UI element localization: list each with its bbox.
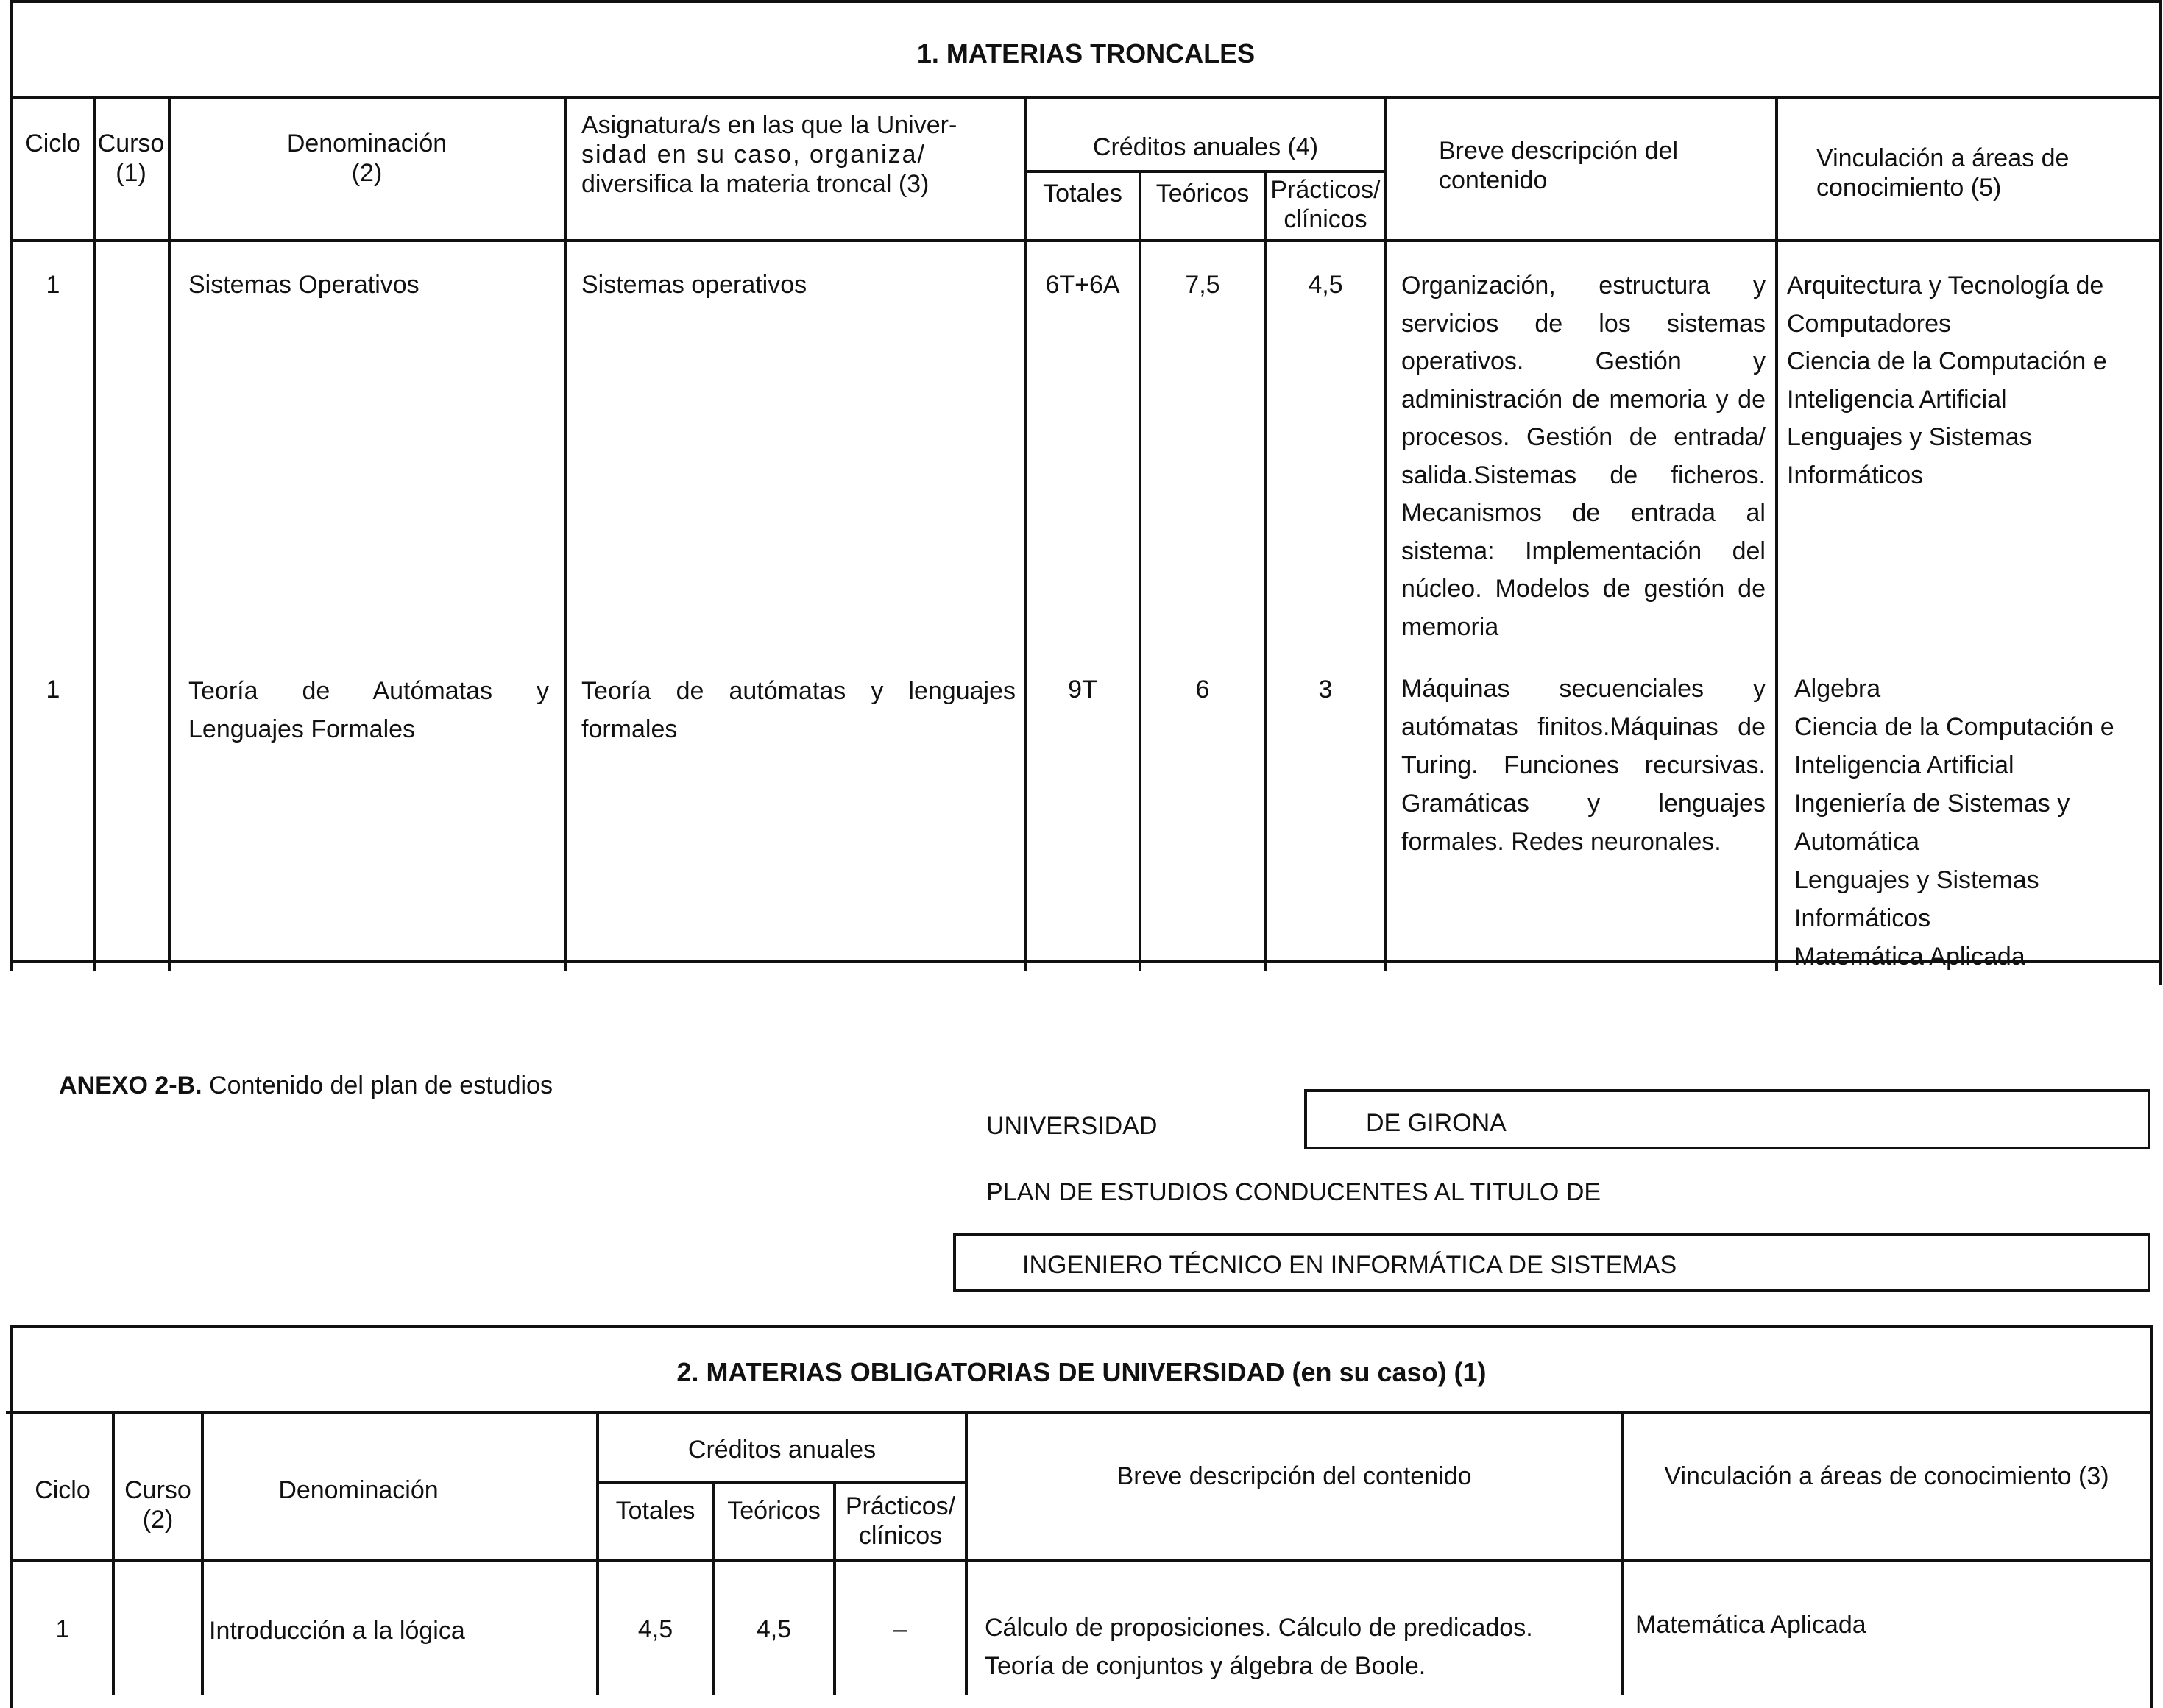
cell-asignatura: Teoría de autómatas y lenguajes formales xyxy=(581,677,1016,743)
cell-practicos: 4,5 xyxy=(1308,271,1343,299)
cell-practicos: 3 xyxy=(1318,676,1333,704)
cell-totales: 6T+6A xyxy=(1045,271,1120,299)
universidad-label: UNIVERSIDAD xyxy=(986,1112,1158,1140)
cell-areas: Arquitectura y Tecnología de Computadores Ciencia de la Computación e Inteligencia Artificial Lenguajes y Sistemas Informáticos xyxy=(1787,272,2107,489)
cell-denominacion: Teoría de Autómatas y Lenguajes Formales xyxy=(188,677,549,743)
cell-descripcion: Cálculo de proposiciones. Cálculo de predicados. Teoría de conjuntos y álgebra de Boole. xyxy=(985,1614,1533,1680)
cell-ciclo: 1 xyxy=(46,676,60,704)
header-creditos: Créditos anuales (4) xyxy=(1092,133,1319,161)
cell-practicos: – xyxy=(893,1615,907,1643)
header-teoricos: Teóricos xyxy=(1155,180,1250,208)
cell-totales: 4,5 xyxy=(637,1615,673,1643)
cell-asignatura: Sistemas operativos xyxy=(581,271,807,299)
cell-descripcion: Máquinas secuenciales y autómatas finitos.Máquinas de Turing. Funciones recursivas. Gramáticas y lenguajes formales. Redes neuronales. xyxy=(1401,675,1766,856)
cell-ciclo: 1 xyxy=(55,1615,70,1643)
header-creditos: Créditos anuales xyxy=(687,1436,877,1464)
header-ciclo: Ciclo xyxy=(35,1476,91,1504)
troncales-title: 1. MATERIAS TRONCALES xyxy=(916,38,1256,68)
header-practicos: Prácticos/ clínicos xyxy=(1270,176,1381,233)
header-denominacion: Denominación (2) xyxy=(286,130,447,187)
header-ciclo: Ciclo xyxy=(25,130,81,157)
header-totales: Totales xyxy=(1043,180,1122,208)
cell-denominacion: Sistemas Operativos xyxy=(188,271,419,299)
obligatorias-title: 2. MATERIAS OBLIGATORIAS DE UNIVERSIDAD (en su caso) (1) xyxy=(676,1357,1487,1387)
header-breve-descripcion: Breve descripción del contenido xyxy=(1439,137,1679,194)
universidad-box xyxy=(1304,1089,2150,1149)
cell-teoricos: 7,5 xyxy=(1185,271,1220,299)
header-breve-descripcion: Breve descripción del contenido xyxy=(1116,1462,1472,1490)
header-curso: Curso (1) xyxy=(97,130,165,187)
universidad-value: DE GIRONA xyxy=(1366,1109,1507,1137)
cell-descripcion: Organización, estructura y servicios de los sistemas operativos. Gestión y administración de memoria y de procesos. Gestión de entrada/ salida.Sistemas de ficheros. Mecanismos de entrada al sistema: Implementación del núcleo. Modelos de gestión de memoria xyxy=(1401,272,1766,641)
titulo-value: INGENIERO TÉCNICO EN INFORMÁTICA DE SISTEMAS xyxy=(1022,1251,1677,1279)
header-vinculacion: Vinculación a áreas de conocimiento (3) xyxy=(1664,1462,2109,1490)
cell-teoricos: 6 xyxy=(1195,676,1210,704)
cell-totales: 9T xyxy=(1068,676,1097,704)
header-curso: Curso (2) xyxy=(124,1476,191,1534)
header-denominacion: Denominación xyxy=(278,1476,439,1504)
header-practicos: Prácticos/ clínicos xyxy=(845,1492,956,1550)
cell-ciclo: 1 xyxy=(46,271,60,299)
cell-teoricos: 4,5 xyxy=(756,1615,792,1643)
plan-label: PLAN DE ESTUDIOS CONDUCENTES AL TITULO DE xyxy=(986,1178,1601,1206)
header-teoricos: Teóricos xyxy=(727,1497,821,1525)
header-vinculacion: Vinculación a áreas de conocimiento (5) xyxy=(1816,144,2070,202)
annex-label: ANEXO 2-B. Contenido del plan de estudios xyxy=(59,1071,553,1099)
cell-areas: Matemática Aplicada xyxy=(1635,1611,1866,1639)
header-asignatura: Asignatura/s en las que la Univer- sidad en su caso, organiza/ diversifica la materia troncal (3) xyxy=(581,111,957,198)
header-totales: Totales xyxy=(615,1497,695,1525)
cell-areas: Algebra Ciencia de la Computación e Inteligencia Artificial Ingeniería de Sistemas y Automática Lenguajes y Sistemas Informáticos Matemática Aplicada xyxy=(1794,675,2114,971)
cell-denominacion: Introducción a la lógica xyxy=(209,1617,465,1645)
titulo-box xyxy=(953,1233,2150,1292)
